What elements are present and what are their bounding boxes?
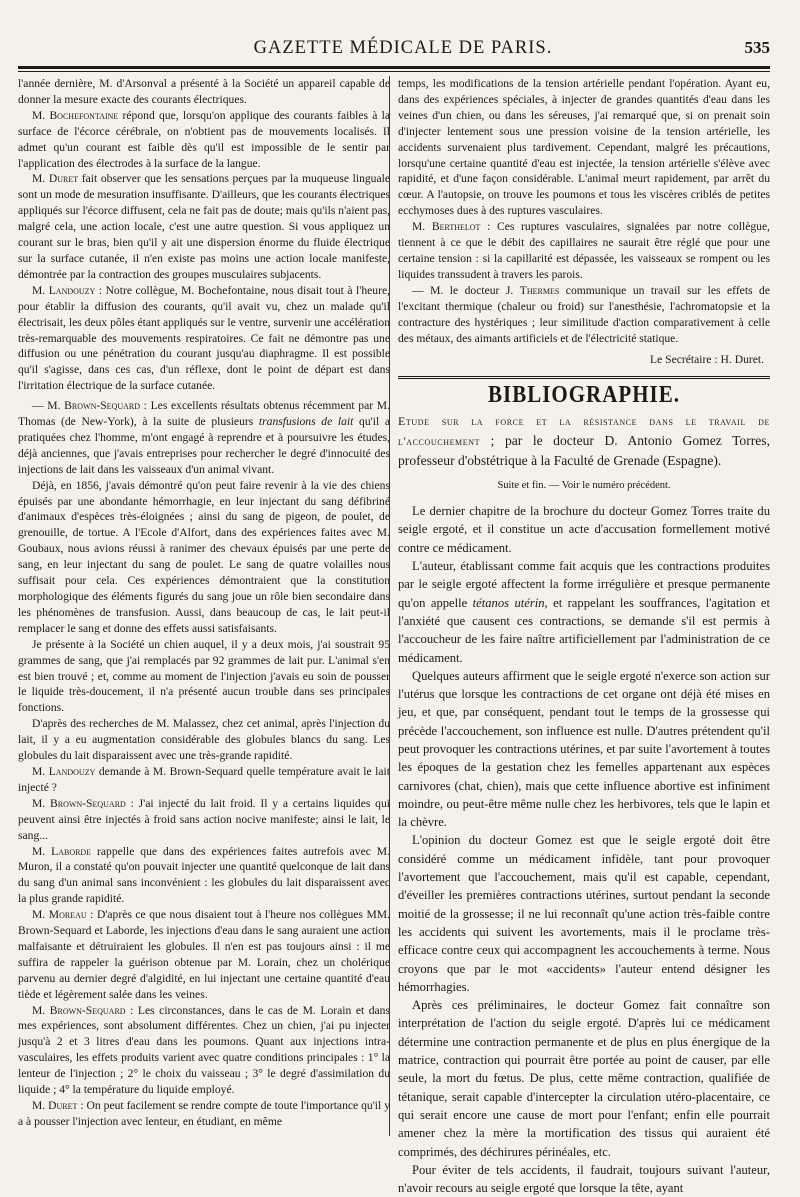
paragraph: Déjà, en 1856, j'avais démontré qu'on peut faire revenir à la vie des chiens épuisés par une abondante hémorrhagie, en leur injectant du sang défibriné d'animaux d'espèces très-éloignées ; ainsi du sang de pigeon, de poulet, de grenouille, de tortue. A l'Ecole d'Alfort, dans des expériences faites avec M. Goubaux, nous avions réussi à ranimer des chevaux épuisés par une perte de sang, en leur injectant du sang de poulet. Le sang de quatre volailles nous suffisait pour cela. Ces expériences démontraient que la constitution morphologique des éléments figurés du sang joue un rôle bien secondaire dans les phénomènes de transfusion. Aussi, dans beaucoup de cas, le lait peut-il remplacer le sang et donne des effets aussi satisfaisants. <box>18 478 390 635</box>
paragraph: D'après des recherches de M. Malassez, chez cet animal, après l'injection du lait, il y a eu augmentation considérable des globules blancs du sang. Les globules du lait disparaissent avec une très-grande rapidité. <box>18 717 390 763</box>
paragraph-text: rappelle que dans des expériences faites autrefois avec M. Muron, il a constaté qu'on pouvait injecter une quantité quelconque de lait dans du sang d'un animal sans inconvénient : les globules du lait disparaissent avec la plus grande rapidité. <box>18 844 390 906</box>
header-rule-thin <box>18 71 770 72</box>
paragraph <box>18 796 390 844</box>
section-title: BIBLIOGRAPHIE. <box>488 380 680 408</box>
paragraph <box>398 219 770 283</box>
paragraph-text: demande à M. Brown-Sequard quelle température avait le lait injecté ? <box>18 764 390 794</box>
italic-term: transfusions de lait <box>258 415 354 429</box>
paragraph-text: qu'il a pratiquées chez l'homme, m'ont engagé à reprendre et à poursuivre les études, déjà anciennes, que j'avais entreprises pour rechercher le degré d'innocuité des injections de lait dans les vaisseaux d'un animal vivant. <box>18 415 390 476</box>
paragraph: Je présente à la Société un chien auquel, il y a deux mois, j'ai soustrait 95 grammes de sang, que j'ai remplacés par 92 grammes de lait pur. L'animal s'en est bien trouvé ; et, comme au moment de l'injection j'avais eu soin de pousser le liquide très-doucement, il n'a présenté aucun trouble dans ses principales fonctions. <box>18 637 390 715</box>
paragraph: l'année dernière, M. d'Arsonval a présenté à la Société un appareil capable de donner la mesure exacte des courants électriques. <box>18 77 390 106</box>
page-number: 535 <box>744 38 770 57</box>
section-rule <box>398 376 770 379</box>
speaker-name: Thermes <box>519 283 560 297</box>
paragraph <box>18 283 390 394</box>
paragraph-prefix: — M. <box>32 399 65 413</box>
continuation-note: Suite et fin. — Voir le numéro précédent. <box>497 480 671 492</box>
speaker-name: Brown-Sequard <box>64 399 140 413</box>
paragraph-text: : J'ai injecté du lait froid. Il y a certains liquides qui peuvent ainsi être injectés à froid sans action nocive manifeste; ainsi le lait, le sang... <box>18 796 390 842</box>
paragraph-text: fait observer que les sensations perçues par la muqueuse linguale sont un mode de mesuration insuffisante. D'ailleurs, que les courants électriques appliqués sur l'écorce diffusent, cela ne fait pas de doute; mais qu'ils n'aient pas, malgré cela, une action locale, c'est une autre question. Si vous appliquez un courant sur le bras, bien qu'il y ait une dispersion énorme du fluide électrique sur la surface cutanée, il n'en existe pas moins une action locale manifeste, démontrée par la contraction des groupes musculaires subjacents. <box>18 172 390 281</box>
header-rule <box>18 66 770 69</box>
paragraph <box>18 398 390 478</box>
speaker-name: M. Landouzy <box>32 764 96 778</box>
journal-title: GAZETTE MÉDICALE DE PARIS. <box>253 38 553 58</box>
article-title <box>398 411 770 470</box>
paragraph <box>18 108 390 172</box>
speaker-name: M. Brown-Sequard <box>32 796 126 810</box>
paragraph: temps, les modifications de la tension artérielle pendant l'opération. Ayant eu, dans des expériences spéciales, à injecter de grandes quantités d'eau dans les veines d'un chien, ou dans les séreuses, j'ai remarqué que, si on prenait soin d'injecter lentement sous une pression voisine de la tension artérielle, les accidents survenaient plus tardivement. Cependant, malgré les précautions, lorsqu'une certaine quantité d'eau est injectée, la tension artérielle s'élève avec rapidité, et d'une façon considérable. L'animal meurt rapidement, par arrêt du cœur. A l'autopsie, on trouve les poumons et tous les viscères criblés de petites ecchymoses dues à des ruptures vasculaires. <box>398 77 770 218</box>
paragraph-text: : Notre collègue, M. Bochefontaine, nous disait tout à l'heure, pour établir la diffusion des courants, qu'il avait vu, chez un malade qu'il électrisait, les deux pôles étant appliqués sur le ventre, survenir une accélération très-remarquable des mouvements respiratoires. Ce fait ne démontre pas une diffusion ou une pénétration du courant jusqu'au diaphragme. Il est possible qu'il s'agisse, dans ces cas, d'un réflexe, dont le point de départ est dans l'irritation électrique de la surface cutanée. <box>18 283 390 393</box>
paragraph <box>18 171 390 282</box>
paragraph <box>18 1098 390 1130</box>
column-divider <box>389 76 390 1136</box>
paragraph-text: L'auteur, établissant comme fait acquis que les contractions produites par le seigle ergoté affectent la forme irrégulière et presque permanente qu'on appelle <box>398 559 770 610</box>
speaker-name: M. Brown-Sequard <box>32 1003 126 1017</box>
paragraph <box>18 1003 390 1098</box>
paragraph-text: : Ces ruptures vasculaires, signalées par notre collègue, tiennent à ce que le débit des capillaires ne saurait être réglé que pour une certaine tension : si la capillarité est dépassée, les vaisseaux se rompent ou les liquides transsudent à travers les parois. <box>398 220 771 281</box>
paragraph-text: : Les excellents résultats obtenus récemment par M. Thomas (de New-York), à la suite de plusieurs <box>18 399 390 429</box>
paragraph-text: répond que, lorsqu'on applique des courants faibles à la surface de l'écorce cérébrale, on n'obtient pas de mouvements localisés. Il admet qu'un courant est faible dès qu'il est impossible de le sentir par l'application des électrodes à la surface de la langue. <box>18 108 390 170</box>
secretary-signature: Le Secrétaire : H. Duret. <box>650 353 764 367</box>
paragraph: L'opinion du docteur Gomez est que le seigle ergoté doit être considéré comme un médicament infidèle, tant pour provoquer l'avortement que l'accouchement, mais qu'il est capable, cependant, d'éveiller les premières contractions utérines, surtout pendant la seconde moitié de la grossesse; il ne lui reconnaît qu'une action très-faible contre les accidents qui suivent les avortements, mais il le proclame très-efficace contre ceux qui accompagnent les accouchements à terme. Nous croyons que par le mot «accidents» l'auteur entend désigner les hémorrhagies. <box>398 833 770 994</box>
speaker-name: M. Duret <box>32 172 79 186</box>
paragraph: Après ces préliminaires, le docteur Gomez fait connaître son interprétation de l'action du seigle ergoté. D'après lui ce médicament détermine une contraction permanente et de plus en plus énergique de la matrice, contraction qui pourrait être portée au point de causer, par elle seule, la mort du fœtus. De plus, cette même contraction, qualifiée de tétanique, serait capable d'intercepter la circulation utéro-placentaire, ce qui serait encore une cause de mort pour l'enfant; enfin elle pourrait amener chez la mère la mortification des tissus qui auraient été comprimés, des déchirures périnéales, etc. <box>398 998 770 1159</box>
paragraph: Quelques auteurs affirment que le seigle ergoté n'exerce son action sur l'utérus que lorsque les contractions de cet organe ont déjà été mises en jeu, et que, par conséquent, pendant tout le temps de la grossesse qui précède l'accouchement, son influence est nulle. D'autres prétendent qu'il peut provoquer les contractions utérines, et par suite l'avortement à toutes les époques de la gestation chez les femelles appartenant aux espèces carnivores (chat, chien), mais que cette influence abortive est infiniment moindre, ou peut-être même nulle chez les herbivores, tels que le lapin et la chèvre. <box>398 668 770 830</box>
paragraph-text: communique un travail sur les effets de l'excitant thermique (chaleur ou froid) sur l'anesthésie, l'achromatopsie et la contracture des hystériques ; leur similitude d'action comparativement à celle des métaux, des aimants artificiels et de l'électricité statique. <box>398 283 770 345</box>
paragraph-prefix: — M. le docteur J. <box>412 283 520 297</box>
speaker-name: M. Moreau <box>32 908 87 922</box>
speaker-name: M. Bochefontaine <box>32 108 119 122</box>
speaker-name: M. Laborde <box>32 844 92 858</box>
speaker-name: M. Duret <box>32 1099 78 1112</box>
left-column <box>18 76 390 1136</box>
paragraph-text: : On peut facilement se rendre compte de toute l'importance qu'il y a à pousser l'injection avec lenteur, en étudiant, en même <box>18 1099 390 1128</box>
paragraph <box>18 907 390 1002</box>
speaker-name: M. Berthelot <box>412 220 481 234</box>
paragraph <box>398 557 770 667</box>
paragraph-text: : D'après ce que nous disaient tout à l'heure nos collègues MM. Brown-Sequard et Laborde, les injections d'eau dans le sang auraient une action malfaisante et détruiraient les globules. Il n'en est pas toujours ainsi : il me suffira de rappeler la guérison obtenue par M. Lorain, chez un cholérique parvenu au dernier degré d'algidité, en lui injectant une certaine quantité d'eau tiède et légèrement salée dans les veines. <box>18 908 390 1001</box>
italic-term: tétanos utérin <box>472 595 545 610</box>
paragraph-text: , et rappelant les souffrances, l'agitation et l'anxiété que causent ces contractions, se demande s'il est permis à l'accoucheur de les faire naître artificiellement par l'administration de ce médicament. <box>398 595 770 665</box>
paragraph <box>18 764 390 796</box>
article-title-smallcaps: Etude sur la force et la résistance dans le travail de l'accouchement <box>398 414 770 449</box>
paragraph <box>398 283 770 347</box>
paragraph <box>18 844 390 908</box>
speaker-name: M. Landouzy <box>32 283 96 297</box>
page-header <box>18 36 788 66</box>
article-title-author: ; par le docteur D. Antonio Gomez Torres, professeur d'obstétrique à la Faculté de Grenade (Espagne). <box>398 433 770 469</box>
paragraph-text: : Les circonstances, dans le cas de M. Lorain et dans mes expériences, sont absolument différentes. Chez un chien, j'ai pu injecter jusqu'à 2 et 3 litres d'eau dans les poumons. Quant aux injections intra-vasculaires, les effets produits varient avec quatre conditions principales : 1° la lenteur de l'injection ; 2° le choix du vaisseau ; 3° le degré d'assimilation du liquide ; 4° la température du liquide employé. <box>18 1003 390 1097</box>
paragraph: Le dernier chapitre de la brochure du docteur Gomez Torres traite du seigle ergoté, et il constitue un acte d'accusation formellement motivé contre ce médicament. <box>398 504 770 555</box>
right-column <box>398 76 771 1196</box>
review-body <box>398 502 770 1197</box>
paragraph: Pour éviter de tels accidents, il faudrait, toujours suivant l'auteur, n'avoir recours au seigle ergoté que lorsque la tête, ayant <box>398 1162 770 1196</box>
